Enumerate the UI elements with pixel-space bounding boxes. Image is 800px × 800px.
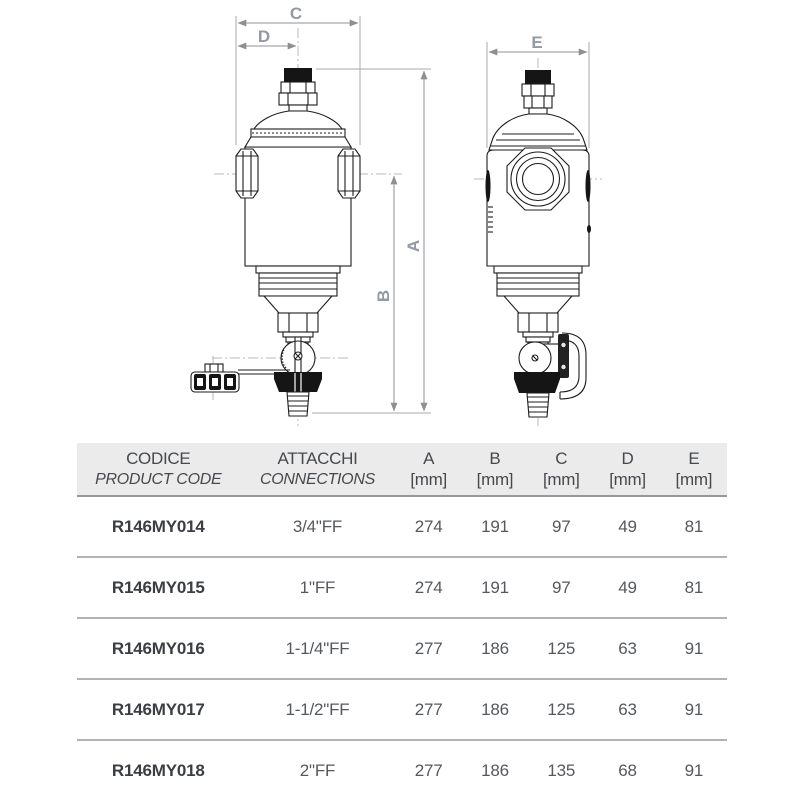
dim-d-value: 63: [618, 699, 637, 719]
product-code: R146MY016: [111, 638, 205, 658]
dim-label-b: B: [374, 289, 393, 303]
dim-c-value: 125: [547, 638, 576, 658]
port-opening: [523, 164, 554, 195]
dim-b-value: 191: [481, 577, 509, 597]
knob-tab: [205, 364, 223, 372]
connection-size: 3/4"FF: [292, 516, 343, 536]
side-vent-cap: [525, 70, 551, 84]
header-dim-d: D [mm]: [609, 448, 646, 489]
table-row: [77, 617, 727, 678]
dim-b-value: 186: [481, 760, 509, 780]
header-connections: ATTACCHI CONNECTIONS: [260, 449, 375, 488]
spec-table: [77, 443, 727, 800]
header-dim-e: E [mm]: [675, 448, 713, 489]
dim-a-value: 277: [414, 638, 443, 658]
connection-size: 2"FF: [299, 760, 336, 780]
side-view: [474, 58, 602, 426]
dim-label-d: D: [257, 27, 271, 46]
dim-d-value: 49: [618, 516, 637, 536]
vent-cap: [284, 68, 312, 82]
dim-label-c: C: [289, 4, 303, 23]
dim-a-value: 277: [414, 699, 443, 719]
dim-label-e: E: [531, 33, 543, 52]
connection-size: 1-1/2"FF: [285, 699, 350, 719]
dim-c-value: 125: [547, 699, 576, 719]
dim-c-value: 135: [547, 760, 576, 780]
header-product-code: CODICE PRODUCT CODE: [95, 449, 222, 488]
product-code: R146MY017: [111, 699, 205, 719]
dim-e-value: 81: [684, 577, 704, 597]
filter-body: [245, 147, 351, 266]
dim-e-value: 91: [684, 760, 704, 780]
dome: [254, 111, 342, 129]
product-code: R146MY015: [111, 577, 205, 597]
product-code: R146MY014: [111, 516, 205, 536]
dim-label-a: A: [404, 239, 423, 253]
dimension-b: [374, 176, 394, 411]
side-dome: [489, 114, 587, 150]
hose-nut: [274, 372, 322, 392]
product-code: R146MY018: [111, 760, 205, 780]
dim-b-value: 191: [481, 516, 509, 536]
dim-c-value: 97: [551, 516, 571, 536]
dim-a-value: 274: [414, 516, 443, 536]
dim-e-value: 91: [684, 638, 704, 658]
header-dim-a: A [mm]: [410, 448, 447, 489]
table-row: [77, 556, 727, 617]
dim-d-value: 49: [618, 577, 637, 597]
dim-e-value: 81: [684, 516, 704, 536]
dim-d-value: 68: [618, 760, 637, 780]
table-row: [77, 739, 727, 800]
side-hose-nut: [514, 372, 560, 393]
dim-a-value: 274: [414, 577, 443, 597]
dimension-d: [238, 27, 296, 46]
dim-c-value: 97: [551, 577, 571, 597]
header-dim-b: B [mm]: [476, 448, 514, 489]
front-view: [191, 28, 402, 426]
dome-skirt: [245, 137, 351, 147]
header-dim-c: C [mm]: [542, 448, 580, 489]
bottom-taper: [264, 296, 332, 313]
table-row: [77, 678, 727, 739]
table-row: [77, 497, 727, 556]
dim-b-value: 186: [481, 638, 509, 658]
dim-e-value: 91: [684, 699, 704, 719]
table-header-row: [77, 443, 727, 497]
dim-a-value: 277: [414, 760, 443, 780]
connection-size: 1-1/4"FF: [285, 638, 350, 658]
dim-d-value: 63: [618, 638, 637, 658]
connection-size: 1"FF: [299, 577, 336, 597]
dim-b-value: 186: [481, 699, 509, 719]
